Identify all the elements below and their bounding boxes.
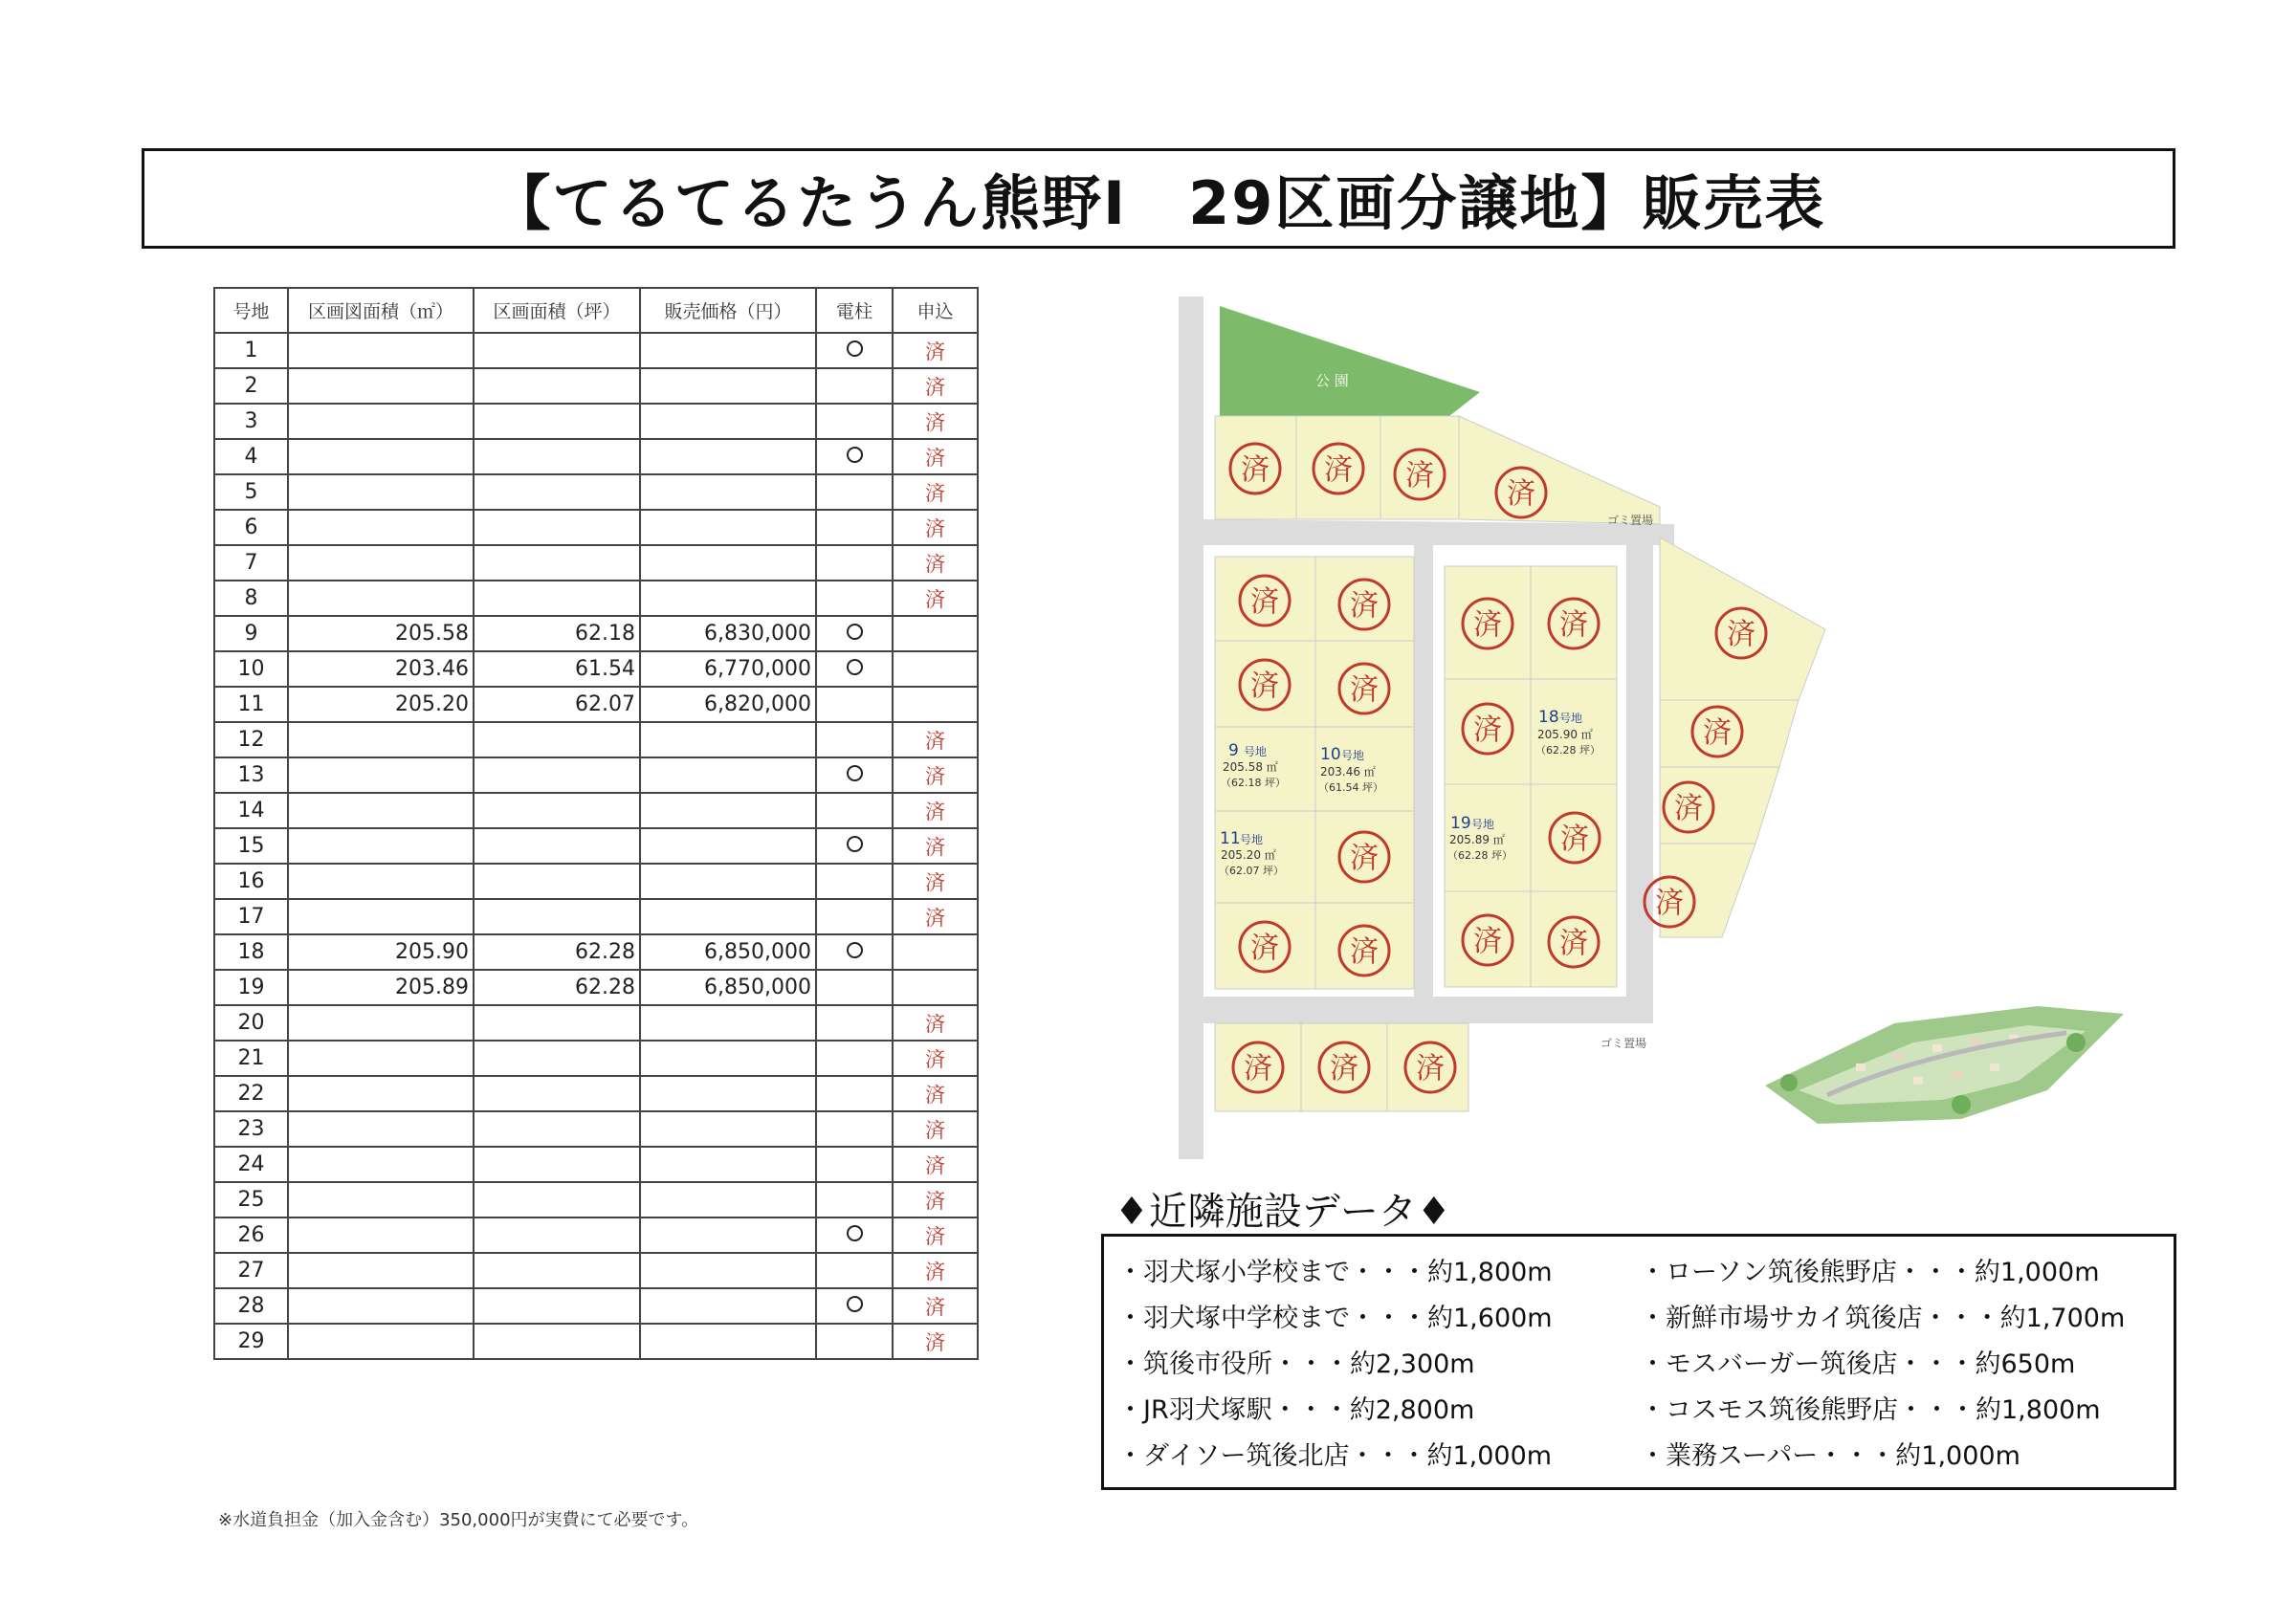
table-row bbox=[214, 474, 978, 510]
sold-stamp-text: 済 bbox=[1559, 927, 1588, 960]
cell-price bbox=[640, 1253, 816, 1288]
map-lot-10-area: 203.46 ㎡ bbox=[1320, 765, 1376, 779]
map-lot-19-tsubo: （62.28 坪） bbox=[1447, 849, 1512, 862]
map-lot-18-no: 18 bbox=[1538, 708, 1559, 727]
cell-lot-no: 7 bbox=[214, 545, 288, 581]
map-road-middle bbox=[1414, 545, 1433, 997]
map-lot-19-no: 19 bbox=[1450, 814, 1471, 833]
cell-area-m2 bbox=[288, 1041, 474, 1076]
cell-area-m2: 205.58 bbox=[288, 616, 474, 651]
cell-lot-no: 11 bbox=[214, 687, 288, 722]
cell-pole bbox=[816, 899, 893, 934]
cell-area-m2 bbox=[288, 510, 474, 545]
utility-pole-icon bbox=[847, 1225, 863, 1241]
map-lot-9-suffix: 号地 bbox=[1244, 745, 1268, 758]
sold-stamp-text: 済 bbox=[1350, 842, 1379, 875]
facility-item: ・モスバーガー筑後店・・・約650m bbox=[1640, 1349, 2076, 1379]
table-row bbox=[214, 828, 978, 864]
sold-stamp-text: 済 bbox=[1473, 925, 1502, 958]
sold-stamp-text: 済 bbox=[1703, 716, 1732, 750]
cell-lot-no: 10 bbox=[214, 651, 288, 687]
cell-pole bbox=[816, 970, 893, 1005]
sold-stamp-text: 済 bbox=[1350, 589, 1379, 623]
cell-area-m2: 205.90 bbox=[288, 934, 474, 970]
sold-stamp-text: 済 bbox=[1250, 669, 1279, 703]
cell-pole bbox=[816, 722, 893, 757]
cell-lot-no: 4 bbox=[214, 439, 288, 474]
cell-pole bbox=[816, 1076, 893, 1111]
cell-area-m2 bbox=[288, 1324, 474, 1359]
table-row bbox=[214, 1253, 978, 1288]
cell-lot-no: 26 bbox=[214, 1217, 288, 1253]
cell-area-tsubo bbox=[474, 1182, 640, 1217]
table-row bbox=[214, 581, 978, 616]
sales-table-body bbox=[214, 333, 978, 1359]
map-lot-19-area: 205.89 ㎡ bbox=[1449, 833, 1505, 846]
cell-lot-no: 22 bbox=[214, 1076, 288, 1111]
cell-price bbox=[640, 757, 816, 793]
cell-area-tsubo bbox=[474, 757, 640, 793]
facility-item: ・羽犬塚小学校まで・・・約1,800m bbox=[1117, 1258, 1553, 1287]
cell-area-tsubo bbox=[474, 1076, 640, 1111]
facility-item: ・コスモス筑後熊野店・・・約1,800m bbox=[1640, 1395, 2101, 1425]
utility-pole-icon bbox=[847, 942, 863, 958]
table-row bbox=[214, 651, 978, 687]
cell-area-tsubo bbox=[474, 899, 640, 934]
cell-application bbox=[893, 970, 978, 1005]
table-header-row bbox=[214, 288, 978, 333]
page-title: 【てるてるたうん熊野Ⅰ 29区画分譲地】販売表 bbox=[491, 168, 1826, 238]
sold-stamp-text: 済 bbox=[1405, 459, 1434, 493]
cell-price bbox=[640, 1111, 816, 1147]
cell-area-tsubo bbox=[474, 439, 640, 474]
utility-pole-icon bbox=[847, 1296, 863, 1312]
table-row bbox=[214, 404, 978, 439]
cell-lot-no: 23 bbox=[214, 1111, 288, 1147]
cell-application bbox=[893, 934, 978, 970]
cell-pole bbox=[816, 651, 893, 687]
cell-application: 済 bbox=[893, 1324, 978, 1359]
cell-lot-no: 25 bbox=[214, 1182, 288, 1217]
map-park bbox=[1220, 306, 1480, 416]
cell-area-m2 bbox=[288, 757, 474, 793]
cell-price: 6,850,000 bbox=[640, 970, 816, 1005]
cell-area-m2: 205.20 bbox=[288, 687, 474, 722]
cell-area-m2 bbox=[288, 1217, 474, 1253]
aerial-rendering bbox=[1765, 1006, 2124, 1124]
table-row bbox=[214, 1041, 978, 1076]
table-row bbox=[214, 1147, 978, 1182]
cell-area-tsubo bbox=[474, 828, 640, 864]
cell-area-tsubo bbox=[474, 1147, 640, 1182]
cell-area-m2 bbox=[288, 368, 474, 404]
cell-lot-no: 8 bbox=[214, 581, 288, 616]
cell-lot-no: 3 bbox=[214, 404, 288, 439]
cell-area-m2 bbox=[288, 404, 474, 439]
facilities-title: ♦近隣施設データ♦ bbox=[1115, 1190, 1451, 1234]
cell-price bbox=[640, 1288, 816, 1324]
map-lot-11-no: 11 bbox=[1220, 829, 1241, 848]
cell-application: 済 bbox=[893, 404, 978, 439]
map-lot-11-tsubo: （62.07 坪） bbox=[1219, 865, 1284, 877]
table-row bbox=[214, 757, 978, 793]
table-row bbox=[214, 439, 978, 474]
cell-lot-no: 16 bbox=[214, 864, 288, 899]
cell-price bbox=[640, 1076, 816, 1111]
sold-stamp-text: 済 bbox=[1324, 453, 1353, 487]
cell-price: 6,830,000 bbox=[640, 616, 816, 651]
cell-application: 済 bbox=[893, 793, 978, 828]
cell-area-m2 bbox=[288, 1111, 474, 1147]
facilities-right-column bbox=[1640, 1250, 2125, 1480]
sold-stamp-text: 済 bbox=[1244, 1052, 1272, 1086]
facility-item: ・新鮮市場サカイ筑後店・・・約1,700m bbox=[1640, 1304, 2126, 1333]
cell-area-m2 bbox=[288, 1076, 474, 1111]
cell-pole bbox=[816, 828, 893, 864]
table-row bbox=[214, 1005, 978, 1041]
facilities-left-column bbox=[1117, 1250, 1553, 1480]
header-price: 販売価格（円） bbox=[640, 288, 816, 333]
cell-application: 済 bbox=[893, 757, 978, 793]
cell-lot-no: 27 bbox=[214, 1253, 288, 1288]
sold-stamp-text: 済 bbox=[1330, 1052, 1358, 1086]
cell-price bbox=[640, 510, 816, 545]
map-lot-9-tsubo: （62.18 坪） bbox=[1221, 777, 1286, 789]
facility-item: ・業務スーパー・・・約1,000m bbox=[1640, 1441, 2020, 1471]
cell-price bbox=[640, 1324, 816, 1359]
cell-lot-no: 18 bbox=[214, 934, 288, 970]
cell-area-tsubo bbox=[474, 1041, 640, 1076]
cell-lot-no: 20 bbox=[214, 1005, 288, 1041]
header-pole: 電柱 bbox=[816, 288, 893, 333]
cell-lot-no: 15 bbox=[214, 828, 288, 864]
map-road-east bbox=[1626, 545, 1653, 997]
cell-pole bbox=[816, 1041, 893, 1076]
facility-item: ・ローソン筑後熊野店・・・約1,000m bbox=[1640, 1258, 2100, 1287]
map-lot-9-area: 205.58 ㎡ bbox=[1223, 760, 1278, 774]
table-row bbox=[214, 510, 978, 545]
header-area-m2: 区画図面積（㎡） bbox=[288, 288, 474, 333]
cell-area-m2: 205.89 bbox=[288, 970, 474, 1005]
cell-lot-no: 17 bbox=[214, 899, 288, 934]
cell-pole bbox=[816, 1147, 893, 1182]
cell-area-tsubo bbox=[474, 864, 640, 899]
cell-area-tsubo bbox=[474, 333, 640, 368]
sold-stamp-text: 済 bbox=[1241, 453, 1269, 487]
facility-item: ・筑後市役所・・・約2,300m bbox=[1117, 1349, 1475, 1379]
cell-area-m2 bbox=[288, 864, 474, 899]
cell-area-m2 bbox=[288, 545, 474, 581]
cell-area-tsubo bbox=[474, 722, 640, 757]
cell-application: 済 bbox=[893, 1041, 978, 1076]
cell-pole bbox=[816, 581, 893, 616]
table-row bbox=[214, 970, 978, 1005]
sold-stamp-text: 済 bbox=[1727, 618, 1755, 651]
cell-pole bbox=[816, 864, 893, 899]
cell-pole bbox=[816, 333, 893, 368]
map-lot-19-suffix: 号地 bbox=[1471, 818, 1495, 831]
map-lot-10-suffix: 号地 bbox=[1341, 749, 1365, 762]
utility-pole-icon bbox=[847, 624, 863, 640]
table-row bbox=[214, 687, 978, 722]
cell-lot-no: 19 bbox=[214, 970, 288, 1005]
cell-area-tsubo bbox=[474, 545, 640, 581]
cell-pole bbox=[816, 474, 893, 510]
cell-price bbox=[640, 1182, 816, 1217]
cell-pole bbox=[816, 687, 893, 722]
cell-pole bbox=[816, 1111, 893, 1147]
cell-pole bbox=[816, 934, 893, 970]
cell-area-m2 bbox=[288, 1147, 474, 1182]
cell-application: 済 bbox=[893, 828, 978, 864]
cell-lot-no: 24 bbox=[214, 1147, 288, 1182]
map-road-south bbox=[1203, 997, 1653, 1023]
cell-pole bbox=[816, 616, 893, 651]
cell-application: 済 bbox=[893, 1005, 978, 1041]
cell-lot-no: 13 bbox=[214, 757, 288, 793]
cell-area-tsubo bbox=[474, 1217, 640, 1253]
cell-application bbox=[893, 616, 978, 651]
header-application: 申込 bbox=[893, 288, 978, 333]
table-row bbox=[214, 1217, 978, 1253]
map-lot-18-area: 205.90 ㎡ bbox=[1537, 728, 1593, 741]
cell-application: 済 bbox=[893, 1111, 978, 1147]
table-row bbox=[214, 1111, 978, 1147]
table-row bbox=[214, 722, 978, 757]
cell-application bbox=[893, 651, 978, 687]
cell-pole bbox=[816, 1288, 893, 1324]
cell-area-tsubo bbox=[474, 368, 640, 404]
table-row bbox=[214, 545, 978, 581]
table-row bbox=[214, 368, 978, 404]
map-garbage-label-2: ゴミ置場 bbox=[1601, 1037, 1647, 1050]
cell-price bbox=[640, 404, 816, 439]
cell-area-tsubo: 62.18 bbox=[474, 616, 640, 651]
cell-area-tsubo bbox=[474, 1005, 640, 1041]
sold-stamp-text: 済 bbox=[1250, 932, 1279, 965]
sold-stamp-text: 済 bbox=[1655, 887, 1684, 920]
cell-lot-no: 12 bbox=[214, 722, 288, 757]
cell-pole bbox=[816, 510, 893, 545]
cell-lot-no: 29 bbox=[214, 1324, 288, 1359]
cell-price bbox=[640, 899, 816, 934]
cell-price: 6,820,000 bbox=[640, 687, 816, 722]
cell-price bbox=[640, 1041, 816, 1076]
cell-pole bbox=[816, 1005, 893, 1041]
cell-price bbox=[640, 1005, 816, 1041]
cell-application: 済 bbox=[893, 899, 978, 934]
table-row bbox=[214, 899, 978, 934]
cell-price bbox=[640, 474, 816, 510]
cell-application: 済 bbox=[893, 581, 978, 616]
cell-price bbox=[640, 828, 816, 864]
cell-area-m2 bbox=[288, 1288, 474, 1324]
cell-application: 済 bbox=[893, 1076, 978, 1111]
cell-area-tsubo bbox=[474, 404, 640, 439]
facility-item: ・羽犬塚中学校まで・・・約1,600m bbox=[1117, 1304, 1553, 1333]
facility-item: ・ダイソー筑後北店・・・約1,000m bbox=[1117, 1441, 1553, 1471]
cell-application: 済 bbox=[893, 1217, 978, 1253]
cell-price bbox=[640, 1147, 816, 1182]
map-park-label: 公 園 bbox=[1315, 372, 1349, 389]
cell-pole bbox=[816, 439, 893, 474]
sold-stamp-text: 済 bbox=[1416, 1052, 1445, 1086]
cell-pole bbox=[816, 757, 893, 793]
table-row bbox=[214, 333, 978, 368]
cell-pole bbox=[816, 1324, 893, 1359]
sold-stamp-text: 済 bbox=[1250, 585, 1279, 619]
cell-application: 済 bbox=[893, 1182, 978, 1217]
map-lot-11-suffix: 号地 bbox=[1240, 833, 1264, 846]
cell-application: 済 bbox=[893, 1147, 978, 1182]
utility-pole-icon bbox=[847, 447, 863, 463]
map-lot-11-area: 205.20 ㎡ bbox=[1221, 848, 1276, 862]
cell-lot-no: 21 bbox=[214, 1041, 288, 1076]
table-row bbox=[214, 934, 978, 970]
cell-price: 6,770,000 bbox=[640, 651, 816, 687]
header-area-tsubo: 区画面積（坪） bbox=[474, 288, 640, 333]
sold-stamp-text: 済 bbox=[1559, 608, 1588, 642]
cell-application: 済 bbox=[893, 368, 978, 404]
facilities-box bbox=[1101, 1234, 2176, 1490]
table-row bbox=[214, 864, 978, 899]
map-lot-10-no: 10 bbox=[1320, 745, 1341, 764]
cell-application: 済 bbox=[893, 545, 978, 581]
cell-area-tsubo bbox=[474, 510, 640, 545]
sold-stamp-text: 済 bbox=[1473, 608, 1502, 642]
cell-price bbox=[640, 1217, 816, 1253]
map-lot-10-tsubo: （61.54 坪） bbox=[1318, 781, 1383, 794]
title-box bbox=[142, 148, 2175, 249]
cell-area-tsubo bbox=[474, 1253, 640, 1288]
sold-stamp-text: 済 bbox=[1350, 935, 1379, 969]
cell-area-tsubo bbox=[474, 1324, 640, 1359]
cell-area-tsubo bbox=[474, 474, 640, 510]
cell-area-tsubo bbox=[474, 793, 640, 828]
map-garbage-label-1: ゴミ置場 bbox=[1607, 514, 1654, 527]
table-row bbox=[214, 616, 978, 651]
cell-area-m2 bbox=[288, 899, 474, 934]
table-row bbox=[214, 1076, 978, 1111]
sold-stamp-text: 済 bbox=[1507, 477, 1535, 511]
cell-application: 済 bbox=[893, 1288, 978, 1324]
facility-item: ・JR羽犬塚駅・・・約2,800m bbox=[1117, 1395, 1475, 1425]
cell-application: 済 bbox=[893, 722, 978, 757]
cell-area-tsubo: 61.54 bbox=[474, 651, 640, 687]
sales-table bbox=[213, 287, 979, 1360]
cell-application: 済 bbox=[893, 510, 978, 545]
cell-pole bbox=[816, 1182, 893, 1217]
cell-area-m2 bbox=[288, 1253, 474, 1288]
cell-lot-no: 2 bbox=[214, 368, 288, 404]
cell-price bbox=[640, 722, 816, 757]
map-lot-4 bbox=[1459, 416, 1660, 524]
map-road-west bbox=[1179, 296, 1203, 1159]
site-map bbox=[1129, 287, 2143, 1176]
cell-area-m2 bbox=[288, 828, 474, 864]
cell-area-m2 bbox=[288, 439, 474, 474]
cell-application: 済 bbox=[893, 333, 978, 368]
cell-price bbox=[640, 545, 816, 581]
cell-area-m2 bbox=[288, 474, 474, 510]
cell-price bbox=[640, 793, 816, 828]
cell-area-tsubo bbox=[474, 581, 640, 616]
cell-price bbox=[640, 581, 816, 616]
utility-pole-icon bbox=[847, 765, 863, 781]
cell-price bbox=[640, 368, 816, 404]
table-row bbox=[214, 1182, 978, 1217]
sold-stamp-text: 済 bbox=[1473, 713, 1502, 747]
cell-application: 済 bbox=[893, 474, 978, 510]
cell-area-tsubo: 62.28 bbox=[474, 934, 640, 970]
cell-pole bbox=[816, 1253, 893, 1288]
cell-price bbox=[640, 864, 816, 899]
header-lot-no: 号地 bbox=[214, 288, 288, 333]
cell-lot-no: 6 bbox=[214, 510, 288, 545]
cell-application bbox=[893, 687, 978, 722]
map-lot-18-suffix: 号地 bbox=[1559, 712, 1583, 725]
sold-stamp-text: 済 bbox=[1674, 792, 1703, 825]
cell-lot-no: 5 bbox=[214, 474, 288, 510]
cell-price bbox=[640, 333, 816, 368]
cell-area-tsubo bbox=[474, 1288, 640, 1324]
sold-stamp-text: 済 bbox=[1560, 822, 1589, 856]
cell-area-tsubo bbox=[474, 1111, 640, 1147]
cell-pole bbox=[816, 545, 893, 581]
cell-lot-no: 9 bbox=[214, 616, 288, 651]
table-row bbox=[214, 793, 978, 828]
cell-area-m2 bbox=[288, 1005, 474, 1041]
cell-price bbox=[640, 439, 816, 474]
cell-area-m2 bbox=[288, 333, 474, 368]
cell-area-m2 bbox=[288, 1182, 474, 1217]
utility-pole-icon bbox=[847, 340, 863, 357]
cell-lot-no: 28 bbox=[214, 1288, 288, 1324]
cell-lot-no: 1 bbox=[214, 333, 288, 368]
cell-area-m2: 203.46 bbox=[288, 651, 474, 687]
utility-pole-icon bbox=[847, 836, 863, 852]
cell-pole bbox=[816, 1217, 893, 1253]
cell-price: 6,850,000 bbox=[640, 934, 816, 970]
map-lot-18-tsubo: （62.28 坪） bbox=[1535, 744, 1601, 757]
cell-application: 済 bbox=[893, 1253, 978, 1288]
cell-lot-no: 14 bbox=[214, 793, 288, 828]
cell-pole bbox=[816, 793, 893, 828]
table-row bbox=[214, 1324, 978, 1359]
cell-area-m2 bbox=[288, 793, 474, 828]
map-lot-9-no: 9 bbox=[1228, 741, 1239, 760]
cell-area-m2 bbox=[288, 722, 474, 757]
cell-area-tsubo: 62.28 bbox=[474, 970, 640, 1005]
cell-pole bbox=[816, 368, 893, 404]
cell-area-m2 bbox=[288, 581, 474, 616]
cell-pole bbox=[816, 404, 893, 439]
sold-stamp-text: 済 bbox=[1350, 673, 1379, 707]
cell-area-tsubo: 62.07 bbox=[474, 687, 640, 722]
table-row bbox=[214, 1288, 978, 1324]
cell-application: 済 bbox=[893, 864, 978, 899]
cell-application: 済 bbox=[893, 439, 978, 474]
water-fee-note: ※水道負担金（加入金含む）350,000円が実費にて必要です。 bbox=[218, 1510, 699, 1530]
utility-pole-icon bbox=[847, 659, 863, 675]
